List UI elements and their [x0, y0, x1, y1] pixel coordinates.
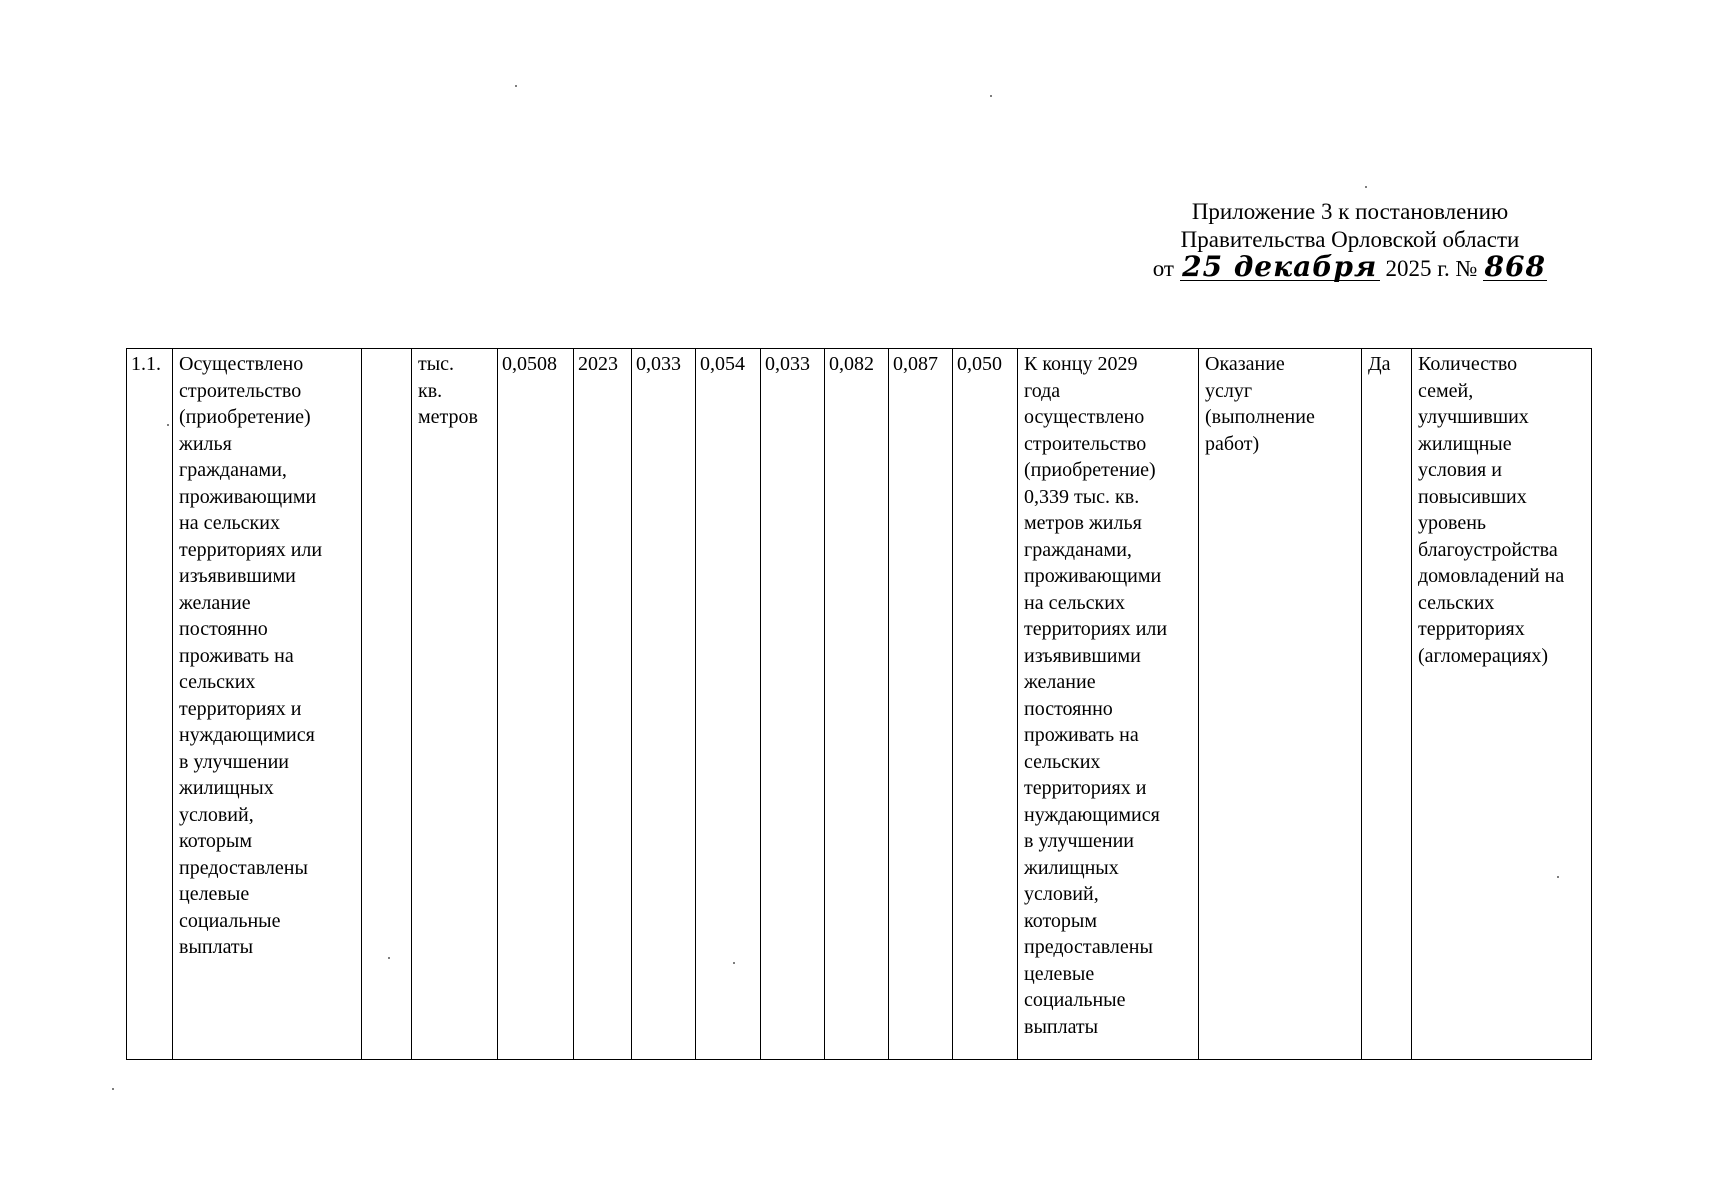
empty-cell: [362, 349, 412, 1060]
decree-year-number-label: 2025 г. №: [1385, 256, 1478, 281]
year-value-cell: 0,087: [889, 349, 953, 1060]
scan-speck: [1365, 186, 1367, 188]
unit-cell: тыс. кв. метров: [412, 349, 498, 1060]
indicator-name-cell: Осуществлено строительство (приобретение) жилья гражданами, проживающими на сельских территориях или изъявившими желание постоянно проживать на сельских территориях и нуждающимися в улучшении жилищных условий, которым предоставлены целевые социальные выплаты: [173, 349, 362, 1060]
scan-speck: [1557, 876, 1559, 878]
document-header: [1130, 198, 1570, 283]
scan-speck: [515, 85, 517, 87]
appendix-title: Приложение 3 к постановлению: [1191, 199, 1509, 224]
scan-speck: [112, 1088, 114, 1090]
characteristic-cell: Количество семей, улучшивших жилищные условия и повысивших уровень благоустройства домовладений на сельских территориях (агломерациях): [1412, 349, 1592, 1060]
year-value-cell: 0,050: [953, 349, 1018, 1060]
result-type-cell: Оказание услуг (выполнение работ): [1199, 349, 1362, 1060]
year-value-cell: 0,033: [761, 349, 825, 1060]
decree-date-line: [1130, 250, 1570, 283]
year-value-cell: 0,033: [632, 349, 696, 1060]
handwritten-decree-number: 868: [1484, 250, 1546, 283]
table-row: [127, 349, 1592, 1060]
base-year-cell: 2023: [574, 349, 632, 1060]
year-value-cell: 0,082: [825, 349, 889, 1060]
scan-speck: [990, 95, 992, 97]
scan-speck: [167, 424, 169, 426]
indicators-table: [126, 348, 1592, 1060]
government-name: Правительства Орловской области: [1180, 227, 1520, 252]
flag-cell: Да: [1362, 349, 1412, 1060]
handwritten-date: 25 декабря: [1180, 254, 1380, 281]
date-prefix: от: [1152, 256, 1174, 281]
row-number-cell: 1.1.: [127, 349, 173, 1060]
base-value-cell: 0,0508: [498, 349, 574, 1060]
scan-speck: [388, 957, 390, 959]
year-value-cell: 0,054: [696, 349, 761, 1060]
result-description-cell: К концу 2029 года осуществлено строительство (приобретение) 0,339 тыс. кв. метров жилья гражданами, проживающими на сельских территориях или изъявившими желание постоянно проживать на сельских территориях и нуждающимися в улучшении жилищных условий, которым предоставлены целевые социальные выплаты: [1018, 349, 1199, 1060]
scan-speck: [733, 962, 735, 964]
